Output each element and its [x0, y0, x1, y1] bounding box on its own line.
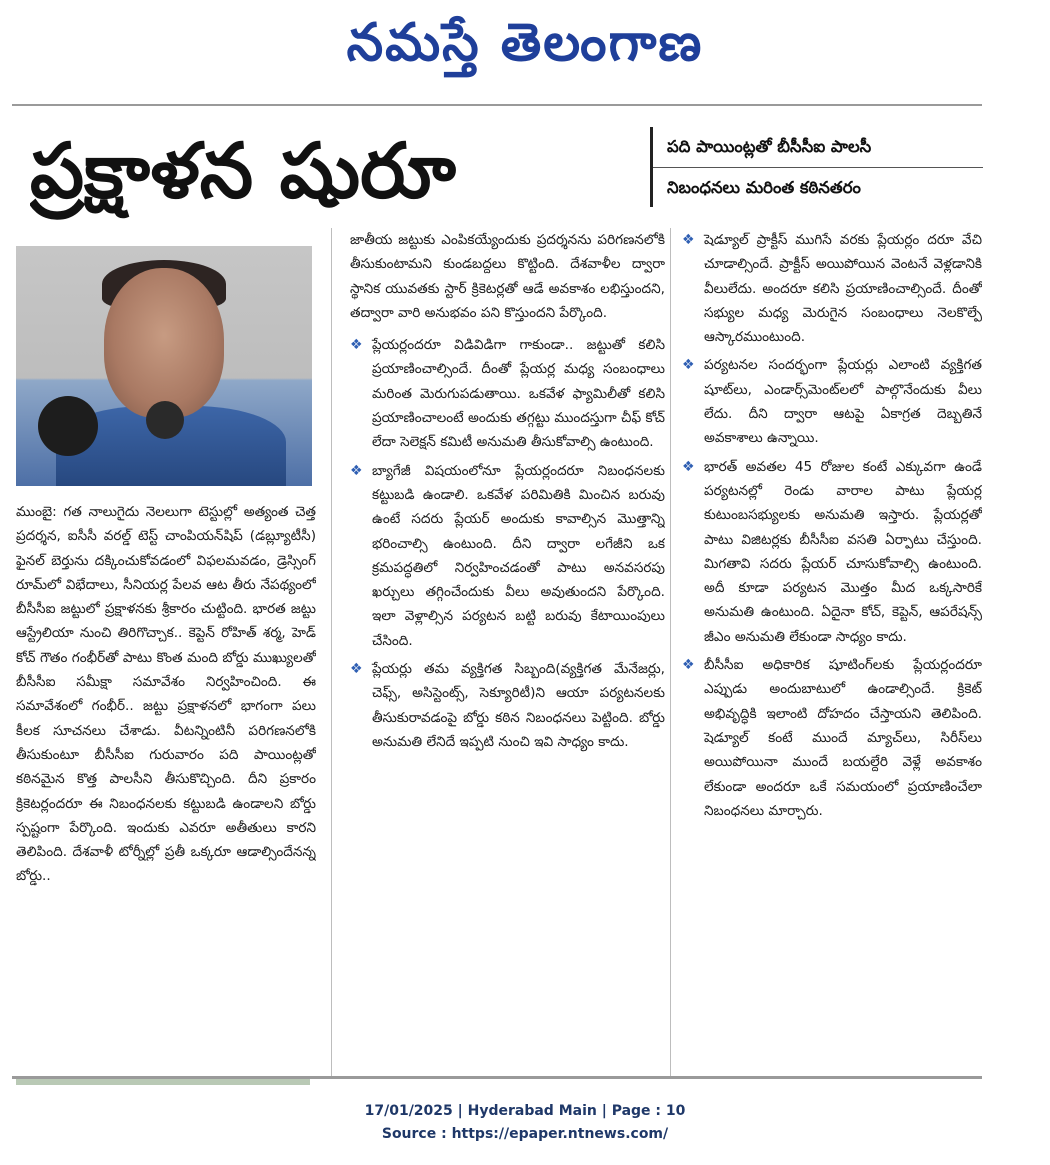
subheadline-box [650, 127, 983, 207]
article-paragraph: ముంబై: గత నాలుగైదు నెలలుగా టెస్టుల్లో అత్యంత చెత్త ప్రదర్శన, ఐసీసీ వరల్డ్ టెస్ట్ చాంపియన్‌షిప్ (డబ్ల్యూటీసీ) ఫైనల్ బెర్తును దక్కించుకోవడంలో విఫలమవడం, డ్రెస్సింగ్ రూమ్‌లో విభేదాలు, సీనియర్ల పేలవ ఆట తీరు నేపథ్యంలో బీసీసీఐ జట్టులో ప్రక్షాళనకు శ్రీకారం చుట్టింది. భారత జట్టు ఆస్ట్రేలియా నుంచి తిరిగొచ్చాక.. కెప్టెన్ రోహిత్ శర్మ, హెడ్ కోచ్ గౌతం గంభీర్‌తో పాటు కొంత మంది బోర్డు ముఖ్యులతో బీసీసీఐ సమీక్షా సమావేశం నిర్వహించింది. ఈ సమావేశంలో గంభీర్.. జట్టు ప్రక్షాళనలో భాగంగా పలు కీలక సూచనలు చేశాడు. వీటన్నింటినీ పరిగణనలోకి తీసుకుంటూ బీసీసీఐ గురువారం పది పాయింట్లతో కఠినమైన కొత్త పాలసీని తీసుకొచ్చింది. దీని ప్రకారం క్రికెటర్లందరూ ఈ నిబంధనలకు కట్టుబడి ఉండాలని బోర్డు స్పష్టంగా పేర్కొంది. ఇందుకు ఎవరూ అతీతులు కారని తెలిపింది. దేశవాళీ టోర్నీల్లో ప్రతీ ఒక్కరూ ఆడాల్సిందేనన్న బోర్డు.. [16, 504, 316, 885]
list-item-text: ప్లేయర్లు తమ వ్యక్తిగత సిబ్బంది(వ్యక్తిగత మేనేజర్లు, చెఫ్స్, అసిస్టెంట్స్, సెక్యూరిటీ)ని ఆయా పర్యటనలకు తీసుకురావడంపై బోర్డు కఠిన నిబంధనలు పెట్టింది. బోర్డు అనుమతి లేనిదే ఇప్పటి నుంచి ఇవి సాధ్యం కాదు. [372, 661, 665, 750]
top-divider [12, 104, 982, 106]
subheadline-2: నిబంధనలు మరింత కఠినతరం [667, 178, 861, 197]
list-item-text: భారత్ అవతల 45 రోజుల కంటే ఎక్కువగా ఉండే పర్యటనల్లో రెండు వారాల పాటు ప్లేయర్ల కుటుంబసభ్యులకు అనుమతి ఇస్తారు. ప్లేయర్లతో పాటు విజిటర్లకు బీసీసీఐ వసతి ఏర్పాటు చేస్తుంది. మిగతావి సదరు ప్లేయర్ చూసుకోవాల్సి ఉంటుంది. అదీ కూడా పర్యటన మొత్తం మీద ఒక్కసారికే అనుమతి ఉంటుంది. ఏదైనా కోచ్, కెప్టెన్, ఆపరేషన్స్ జీఎం అనుమతి లేకుండా సాధ్యం కాదు. [704, 458, 982, 645]
list-item-text: ప్లేయర్లందరూ విడివిడిగా గాకుండా.. జట్టుతో కలిసి ప్రయాణించాల్సిందే. దీంతో ప్లేయర్ల మధ్య సంబంధాలు మరింత మెరుగుపడుతాయి. ఒకవేళ ఫ్యామిలీతో కలిసి ప్రయాణించాలంటే అందుకు తగ్గట్టు ముందస్తుగా చీఫ్ కోచ్ లేదా సెలెక్షన్ కమిటీ అనుమతి తీసుకోవాల్సి ఉంటుంది. [372, 337, 665, 451]
article-column-3 [682, 228, 982, 1066]
column-divider-1 [331, 228, 332, 1078]
list-item [350, 657, 665, 754]
bullet-icon: ❖ [682, 657, 695, 674]
microphone-icon-2 [146, 401, 184, 439]
list-item-text: షెడ్యూల్ ప్రాక్టీస్ ముగిసే వరకు ప్లేయర్లం దరూ వేచి చూడాల్సిందే. ప్రాక్టీస్ అయిపోయిన వెంటనే వెళ్లడానికి వీలులేదు. అందరూ కలిసి ప్రయాణించాల్సిందే. దీంతో సభ్యుల మధ్య మెరుగైన సంబంధాలు నెలకొల్పే ఆస్కారముంటుంది. [704, 232, 982, 346]
article-column-1 [16, 500, 316, 1066]
list-item-text: పర్యటనల సందర్భంగా ప్లేయర్లు ఎలాంటి వ్యక్తిగత షూట్‌లు, ఎండార్స్‌మెంట్‌లలో పాల్గొనేందుకు వీలు లేదు. దీని ద్వారా ఆటపై ఏకాగ్రత దెబ్బతినే అవకాశాలు ఉన్నాయి. [704, 357, 982, 447]
list-item [682, 455, 982, 649]
microphone-icon [38, 396, 98, 456]
list-item [682, 353, 982, 450]
list-item [350, 459, 665, 653]
subheadline-1: పది పాయింట్లతో బీసీసీఐ పాలసీ [667, 137, 872, 156]
bullet-icon: ❖ [682, 232, 695, 248]
list-item [682, 653, 982, 823]
press-conference-photo [16, 246, 312, 486]
article-column-2 [350, 228, 665, 1066]
list-item [682, 228, 982, 349]
bullet-icon: ❖ [682, 458, 695, 475]
article-paragraph-intro: జాతీయ జట్టుకు ఎంపికయ్యేందుకు ప్రదర్శనను పరిగణనలోకి తీసుకుంటామని కుండబద్దలు కొట్టింది. దేశవాళీల ద్వారా స్థానిక యువతకు స్టార్ క్రికెటర్లతో ఆడే అవకాశం లభిస్తుందని, తద్వారా వారి అనుభవం పని కొస్తుందని పేర్కొంది. [350, 232, 665, 321]
photo-face [104, 268, 224, 418]
headline: ప్రక్షాళన షురూ [30, 126, 456, 215]
image-strip [16, 1079, 310, 1085]
footer-edition-info: 17/01/2025 | Hyderabad Main | Page : 10 [364, 1103, 686, 1119]
masthead-logo: నమస్తే తెలంగాణ [346, 13, 704, 73]
list-item [350, 333, 665, 454]
list-item-text: బీసీసీఐ అధికారిక షూటింగ్‌లకు ప్లేయర్లందరూ ఎప్పుడు అందుబాటులో ఉండాల్సిందే. క్రికెట్ అభివృద్ధికి ఇలాంటి దోహదం చేస్తాయని తెలిపింది. షెడ్యూల్ కంటే ముందే మ్యాచ్‌లు, సిరీస్‌లు అయిపోయినా ముందే బయల్దేరి వెళ్లే అవకాశం లేకుండా అందరూ ఒకే సమయంలో ప్రయాణించేలా నిబంధనలు మార్చారు. [704, 657, 982, 819]
bullet-icon: ❖ [350, 337, 363, 354]
bullet-icon: ❖ [350, 462, 363, 479]
column-divider-2 [670, 228, 671, 1078]
bullet-icon: ❖ [350, 661, 363, 678]
list-item-text: బ్యాగేజీ విషయంలోనూ ప్లేయర్లందరూ నిబంధనలకు కట్టుబడి ఉండాలి. ఒకవేళ పరిమితికి మించిన బరువు ఉంటే సదరు ప్లేయర్ అందుకు కావాల్సిన మొత్తాన్ని భరించాల్సి ఉంటుంది. దీని ద్వారా లగేజీని ఒక క్రమపద్ధతిలో నిర్వహించడంతో పాటు అనవసరపు ఖర్చులు తగ్గించేందుకు వీలు అవుతుందని పేర్కొంది. ఇలా వెళ్లాల్సిన పర్యటన బట్టి బరువు కేటాయింపులు చేసింది. [372, 462, 665, 649]
footer-source-link[interactable]: Source : https://epaper.ntnews.com/ [381, 1126, 669, 1142]
bullet-icon: ❖ [682, 357, 695, 374]
